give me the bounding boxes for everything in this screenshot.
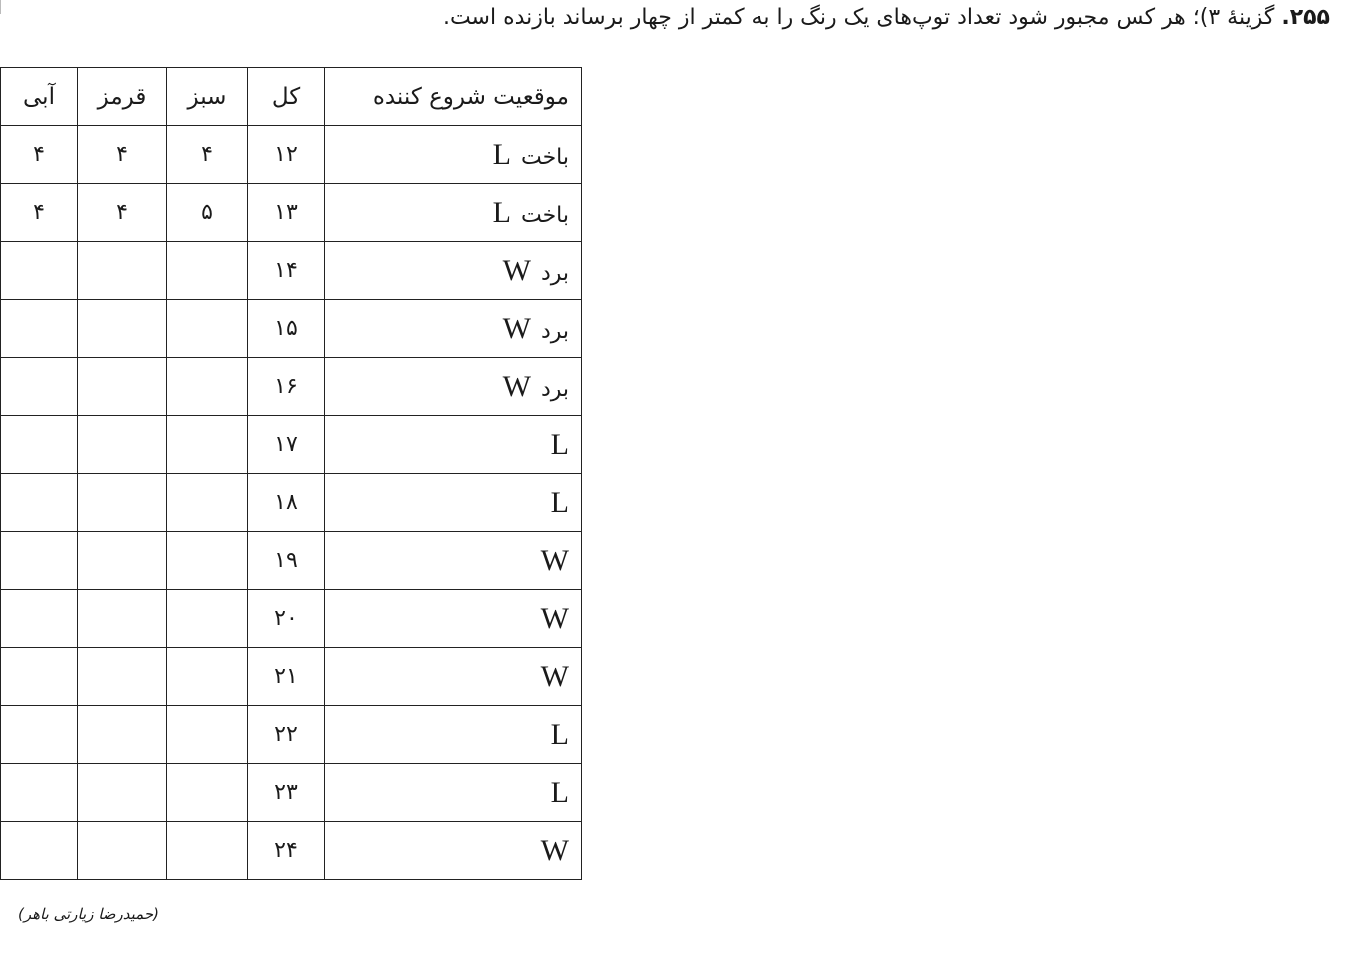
blue-cell — [1, 358, 78, 416]
red-cell — [78, 648, 167, 706]
status-cell — [325, 126, 582, 184]
table-row — [1, 242, 582, 300]
red-cell — [78, 822, 167, 880]
status-word: باخت — [520, 202, 569, 228]
red-cell — [78, 590, 167, 648]
status-cell — [325, 358, 582, 416]
green-cell — [167, 822, 248, 880]
status-letter: W — [502, 253, 531, 287]
status-letter: L — [550, 717, 569, 751]
status-letter: W — [540, 543, 569, 577]
blue-cell — [1, 764, 78, 822]
blue-cell — [1, 706, 78, 764]
blue-cell — [1, 474, 78, 532]
author-credit: (حمیدرضا زیارتی باهر) — [18, 905, 159, 923]
question-text: گزینهٔ ۳)؛ هر کس مجبور شود تعداد توپ‌های یک رنگ را به کمتر از چهار برساند بازنده است. — [442, 5, 1282, 30]
status-word: برد — [540, 376, 569, 402]
status-cell — [325, 764, 582, 822]
table-row — [1, 590, 582, 648]
green-cell: ۵ — [167, 184, 248, 242]
total-cell: ۲۲ — [248, 706, 325, 764]
header-green: سبز — [167, 68, 248, 126]
status-letter: W — [540, 659, 569, 693]
total-cell: ۱۹ — [248, 532, 325, 590]
status-letter: L — [492, 195, 511, 229]
header-status: موقعیت شروع کننده — [325, 68, 582, 126]
status-letter: W — [540, 601, 569, 635]
blue-cell — [1, 416, 78, 474]
total-cell: ۲۱ — [248, 648, 325, 706]
table-row — [1, 764, 582, 822]
table-row — [1, 126, 582, 184]
header-red: قرمز — [78, 68, 167, 126]
blue-cell — [1, 590, 78, 648]
red-cell: ۴ — [78, 184, 167, 242]
status-letter: W — [502, 369, 531, 403]
table-row — [1, 706, 582, 764]
total-cell: ۱۸ — [248, 474, 325, 532]
red-cell — [78, 358, 167, 416]
green-cell — [167, 300, 248, 358]
blue-cell: ۴ — [1, 184, 78, 242]
status-letter: L — [550, 427, 569, 461]
total-cell: ۱۶ — [248, 358, 325, 416]
table-row — [1, 822, 582, 880]
status-word: برد — [540, 318, 569, 344]
game-position-table — [0, 67, 582, 880]
status-cell — [325, 590, 582, 648]
blue-cell — [1, 532, 78, 590]
header-blue: آبی — [1, 68, 78, 126]
total-cell: ۱۴ — [248, 242, 325, 300]
status-cell — [325, 822, 582, 880]
blue-cell — [1, 822, 78, 880]
table-row — [1, 532, 582, 590]
green-cell — [167, 706, 248, 764]
status-cell — [325, 532, 582, 590]
blue-cell: ۴ — [1, 126, 78, 184]
red-cell — [78, 764, 167, 822]
green-cell — [167, 416, 248, 474]
total-cell: ۱۲ — [248, 126, 325, 184]
status-cell — [325, 648, 582, 706]
table-header-row — [1, 68, 582, 126]
blue-cell — [1, 648, 78, 706]
green-cell — [167, 358, 248, 416]
table-row — [1, 474, 582, 532]
table-row — [1, 300, 582, 358]
status-cell — [325, 474, 582, 532]
status-cell — [325, 242, 582, 300]
blue-cell — [1, 300, 78, 358]
status-word: برد — [540, 260, 569, 286]
table-row — [1, 648, 582, 706]
status-letter: L — [550, 775, 569, 809]
green-cell — [167, 474, 248, 532]
green-cell — [167, 532, 248, 590]
status-cell — [325, 184, 582, 242]
red-cell — [78, 474, 167, 532]
red-cell — [78, 532, 167, 590]
green-cell — [167, 242, 248, 300]
red-cell — [78, 416, 167, 474]
question-header — [443, 2, 1330, 34]
table-body — [1, 126, 582, 880]
status-cell — [325, 416, 582, 474]
status-letter: L — [550, 485, 569, 519]
total-cell: ۱۳ — [248, 184, 325, 242]
table-row — [1, 358, 582, 416]
red-cell: ۴ — [78, 126, 167, 184]
green-cell — [167, 764, 248, 822]
status-letter: W — [540, 833, 569, 867]
question-number: ۲۵۵. — [1281, 5, 1330, 30]
status-letter: W — [502, 311, 531, 345]
status-cell — [325, 706, 582, 764]
total-cell: ۲۴ — [248, 822, 325, 880]
status-cell — [325, 300, 582, 358]
table-row — [1, 416, 582, 474]
red-cell — [78, 300, 167, 358]
table-row — [1, 184, 582, 242]
red-cell — [78, 242, 167, 300]
total-cell: ۲۳ — [248, 764, 325, 822]
green-cell — [167, 648, 248, 706]
status-word: باخت — [520, 144, 569, 170]
total-cell: ۱۵ — [248, 300, 325, 358]
green-cell: ۴ — [167, 126, 248, 184]
red-cell — [78, 706, 167, 764]
status-letter: L — [492, 137, 511, 171]
total-cell: ۱۷ — [248, 416, 325, 474]
total-cell: ۲۰ — [248, 590, 325, 648]
page-edge-mark — [0, 0, 5, 14]
blue-cell — [1, 242, 78, 300]
header-total: کل — [248, 68, 325, 126]
green-cell — [167, 590, 248, 648]
